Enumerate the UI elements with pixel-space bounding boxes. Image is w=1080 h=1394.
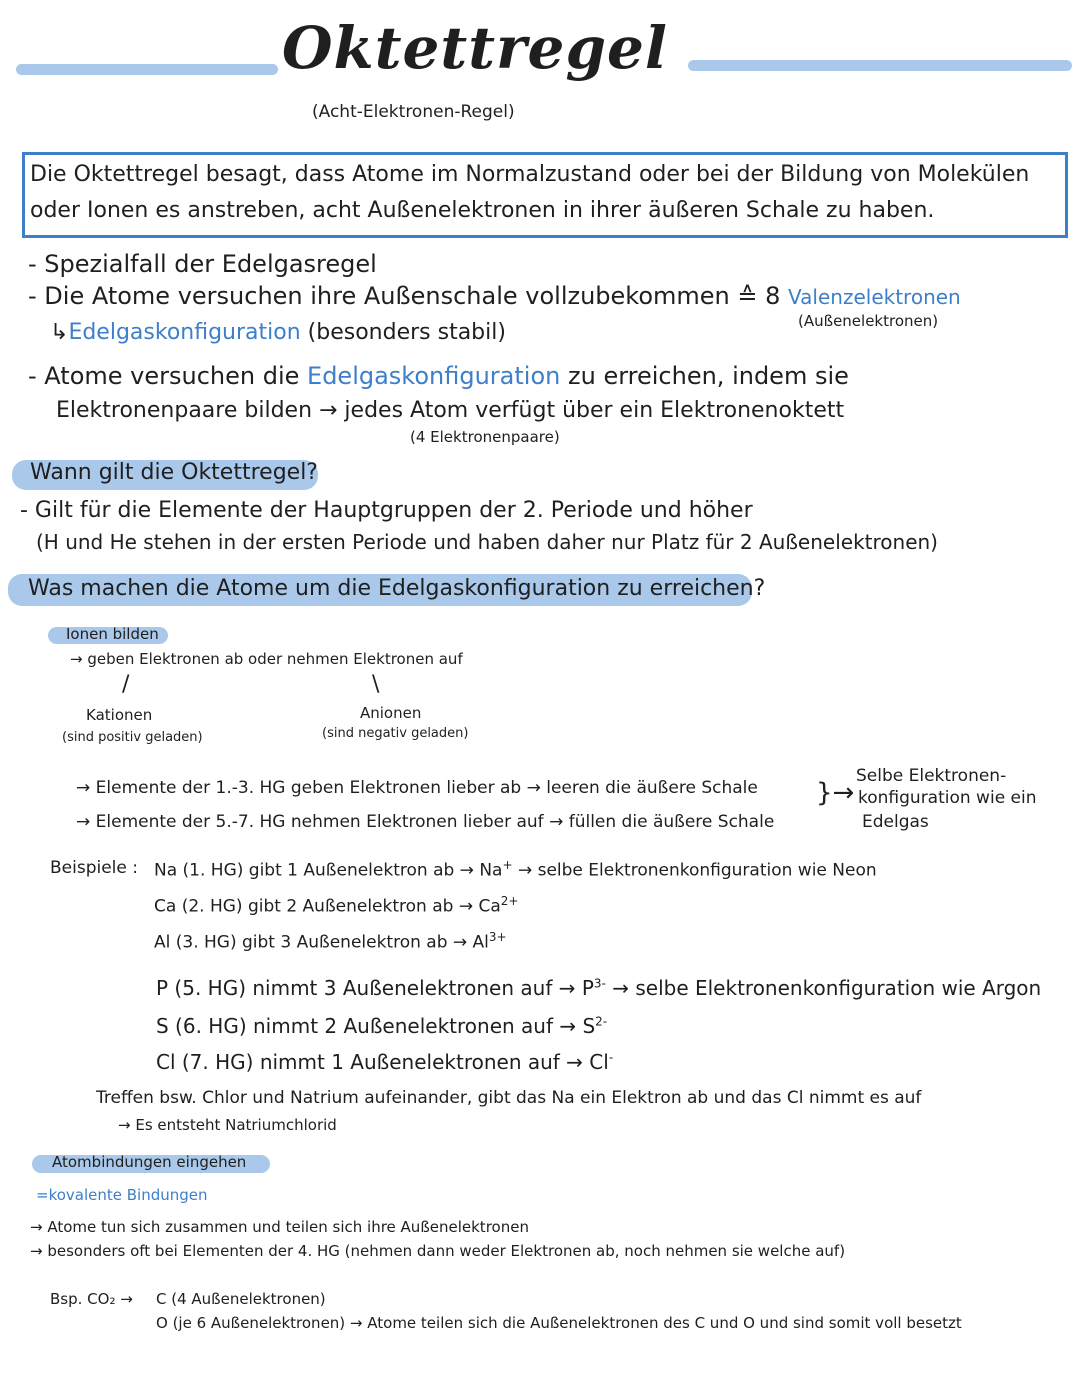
example-ca-text: Ca (2. HG) gibt 2 Außenelektron ab → Ca	[154, 896, 501, 917]
kationen-label: Kationen	[86, 706, 153, 724]
bonds-example-c: C (4 Außenelektronen)	[156, 1290, 326, 1308]
ionen-label: Ionen bilden	[66, 625, 159, 643]
bullet-atome-versuchen	[28, 362, 849, 390]
note-aussenelektronen: (Außenelektronen)	[798, 312, 939, 330]
example-s	[156, 1014, 607, 1038]
example-na-note: → selbe Elektronenkonfiguration wie Neon	[517, 860, 877, 881]
rule-note-line-1: Selbe Elektronen-	[856, 766, 1007, 786]
section-1-line-2: (H und He stehen in der ersten Periode und haben daher nur Platz für 2 Außenelektronen)	[36, 530, 938, 554]
example-p-text: P (5. HG) nimmt 3 Außenelektronen auf → P	[156, 976, 594, 1000]
anionen-note: (sind negativ geladen)	[322, 726, 469, 741]
example-s-text: S (6. HG) nimmt 2 Außenelektronen auf → S	[156, 1014, 596, 1038]
bonds-line-2: → besonders oft bei Elementen der 4. HG (nehmen dann weder Elektronen ab, noch nehmen sie welche auf)	[30, 1242, 846, 1260]
example-ca	[154, 894, 518, 917]
kationen-note: (sind positiv geladen)	[62, 730, 203, 745]
note-besonders-stabil: (besonders stabil)	[307, 320, 506, 345]
example-al	[154, 930, 507, 953]
rule-note-line-3: Edelgas	[862, 812, 929, 832]
bullet-aussenschale-text: - Die Atome versuchen ihre Außenschale vollzubekommen ≙ 8	[28, 282, 781, 310]
branch-left-icon: /	[122, 672, 130, 697]
section-1-line-1: - Gilt für die Elemente der Hauptgruppen der 2. Periode und höher	[20, 498, 753, 523]
brace-arrow-icon: }→	[816, 778, 855, 808]
bonds-example-o: O (je 6 Außenelektronen) → Atome teilen sich die Außenelektronen des C und O und sind somit voll besetzt	[156, 1314, 962, 1332]
atombindungen-label: Atombindungen eingehen	[52, 1153, 247, 1171]
example-s-charge: 2-	[595, 1014, 608, 1029]
page-title: Oktettregel	[282, 14, 668, 82]
kovalente-bindungen: =kovalente Bindungen	[36, 1186, 208, 1204]
example-cl-text: Cl (7. HG) nimmt 1 Außenelektronen auf → Cl	[156, 1050, 609, 1074]
hook-arrow-icon: ↳	[50, 320, 69, 345]
example-na	[154, 858, 877, 881]
example-al-charge: 3+	[488, 930, 507, 944]
section-2-heading: Was machen die Atome um die Edelgaskonfiguration zu erreichen?	[28, 576, 766, 601]
definition-line-2: oder Ionen es anstreben, acht Außenelektronen in ihrer äußeren Schale zu haben.	[30, 198, 935, 223]
example-na-charge: +	[502, 858, 513, 872]
ionen-description: → geben Elektronen ab oder nehmen Elektronen auf	[70, 650, 463, 668]
example-p	[156, 976, 1041, 1000]
bullet-edelgaskonfiguration	[50, 320, 506, 345]
example-p-note: → selbe Elektronenkonfiguration wie Argon	[612, 976, 1042, 1000]
bullet-atome-versuchen-pre: - Atome versuchen die	[28, 362, 300, 390]
example-cl	[156, 1050, 613, 1074]
note-elektronenpaare: (4 Elektronenpaare)	[410, 428, 560, 446]
example-p-charge: 3-	[593, 976, 606, 991]
bullet-atome-versuchen-post: zu erreichen, indem sie	[568, 362, 849, 390]
example-al-text: Al (3. HG) gibt 3 Außenelektron ab → Al	[154, 932, 489, 953]
bullet-aussenschale	[28, 282, 961, 310]
example-result: → Es entsteht Natriumchlorid	[118, 1116, 337, 1134]
page-subtitle: (Acht-Elektronen-Regel)	[312, 102, 515, 122]
term-valenzelektronen: Valenzelektronen	[788, 285, 961, 309]
header-line-right	[688, 60, 1072, 71]
definition-line-1: Die Oktettregel besagt, dass Atome im Normalzustand oder bei der Bildung von Molekülen	[30, 162, 1030, 187]
header-line-left	[16, 64, 278, 75]
example-cl-charge: -	[608, 1050, 614, 1065]
example-ca-charge: 2+	[500, 894, 519, 908]
bonds-line-1: → Atome tun sich zusammen und teilen sich ihre Außenelektronen	[30, 1218, 529, 1236]
term-edelgaskonfiguration-1: Edelgaskonfiguration	[68, 320, 301, 345]
examples-label: Beispiele :	[50, 858, 138, 878]
rule-hg-5-7: → Elemente der 5.-7. HG nehmen Elektronen lieber auf → füllen die äußere Schale	[76, 812, 775, 832]
rule-note-line-2: konfiguration wie ein	[858, 788, 1037, 808]
example-meet: Treffen bsw. Chlor und Natrium aufeinander, gibt das Na ein Elektron ab und das Cl nimmt es auf	[96, 1088, 922, 1108]
example-na-text: Na (1. HG) gibt 1 Außenelektron ab → Na	[154, 860, 503, 881]
section-1-heading: Wann gilt die Oktettregel?	[30, 460, 318, 485]
branch-right-icon: \	[372, 672, 380, 697]
anionen-label: Anionen	[360, 704, 422, 722]
bonds-example-label: Bsp. CO₂ →	[50, 1290, 133, 1308]
bullet-edelgasregel: - Spezialfall der Edelgasregel	[28, 250, 377, 278]
rule-hg-1-3: → Elemente der 1.-3. HG geben Elektronen lieber ab → leeren die äußere Schale	[76, 778, 758, 798]
term-edelgaskonfiguration-2: Edelgaskonfiguration	[307, 362, 561, 390]
bullet-elektronenpaare: Elektronenpaare bilden → jedes Atom verfügt über ein Elektronenoktett	[56, 398, 845, 423]
